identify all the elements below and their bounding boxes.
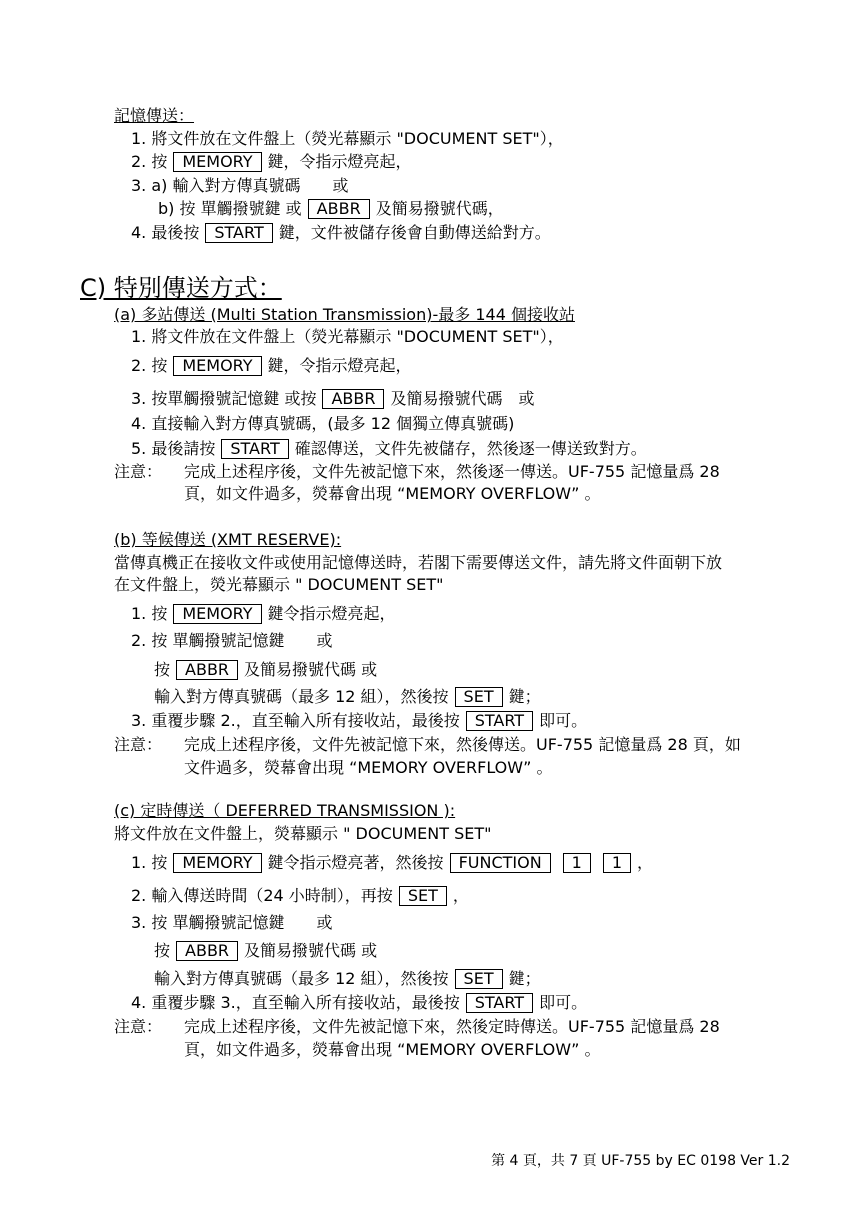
multi-note-line-2: 頁，如文件過多，熒幕會出現 “MEMORY OVERFLOW” 。 [184,484,601,503]
page-footer: 第 4 頁，共 7 頁 UF-755 by EC 0198 Ver 1.2 [491,1153,790,1169]
step-text: 3. 重覆步驟 2.，直至輸入所有接收站，最後按 [131,711,460,730]
step-text: 2. 按 [131,356,168,375]
deferred-step-3-input [154,969,541,989]
step-text: 1. 按 [131,604,168,623]
deferred-note-line-1: 完成上述程序後，文件先被記憶下來，然後定時傳送。UF-755 記憶量爲 28 [184,1017,720,1036]
deferred-note-label: 注意： [114,1017,163,1036]
reserve-note-line-1: 完成上述程序後，文件先被記憶下來，然後傳送。UF-755 記憶量爲 28 頁，如 [184,735,741,754]
reserve-note-label: 注意： [114,735,163,754]
set-key: SET [455,687,503,707]
reserve-step-2: 2. 按 單觸撥號記憶鍵 或 [131,631,333,650]
step-text: 鍵，令指示燈亮起， [267,152,412,171]
section-c-title: C) 特別傳送方式： [80,274,282,302]
abbr-key: ABBR [308,199,370,219]
memory-tx-step-2 [131,152,412,172]
step-text: 及簡易撥號代碼 或 [244,660,378,679]
multi-step-5 [131,439,647,459]
start-key: START [466,711,533,731]
memory-tx-step-3b [158,199,504,219]
step-text: 2. 按 [131,152,168,171]
reserve-intro-1: 當傳真機正在接收文件或使用記憶傳送時，若閣下需要傳送文件，請先將文件面朝下放 [114,553,723,572]
set-key: SET [399,886,447,906]
step-text: 即可。 [539,711,588,730]
memory-key: MEMORY [173,604,261,624]
multi-step-1: 1. 將文件放在文件盤上（熒光幕顯示 "DOCUMENT SET"）， [131,327,564,346]
step-text: 5. 最後請按 [131,439,216,458]
step-text: 1. 按 [131,853,168,872]
memory-tx-step-4 [131,223,551,243]
abbr-key: ABBR [322,389,384,409]
multi-step-3 [131,389,534,409]
deferred-step-3-or [154,941,377,961]
deferred-step-3: 3. 按 單觸撥號記憶鍵 或 [131,913,333,932]
digit-1-key: 1 [603,853,631,873]
deferred-step-4 [131,993,587,1013]
reserve-step-3 [131,711,587,731]
reserve-step-2-input [154,687,541,707]
start-key: START [466,993,533,1013]
memory-key: MEMORY [173,356,261,376]
abbr-key: ABBR [176,941,238,961]
step-text: 4. 重覆步驟 3.，直至輸入所有接收站，最後按 [131,993,460,1012]
step-text: 確認傳送，文件先被儲存，然後逐一傳送致對方。 [294,439,647,458]
reserve-step-1 [131,604,396,624]
deferred-step-2 [131,886,469,906]
memory-key: MEMORY [173,152,261,172]
memory-tx-step-3a: 3. a) 輸入對方傳真號碼 或 [131,176,349,195]
step-text: 按 [154,660,171,679]
memory-key: MEMORY [173,853,261,873]
multi-note-line-1: 完成上述程序後，文件先被記憶下來，然後逐一傳送。UF-755 記憶量爲 28 [184,462,720,481]
deferred-step-1 [131,853,653,873]
step-text: 鍵； [508,687,541,706]
step-text: ， [637,853,654,872]
multi-step-2 [131,356,412,376]
step-text: 按 [154,941,171,960]
step-text: 3. 按單觸撥號記憶鍵 或按 [131,389,317,408]
memory-tx-title: 記憶傳送： [114,106,195,125]
start-key: START [205,223,272,243]
step-text: 鍵令指示燈亮著，然後按 [267,853,444,872]
step-text: 及簡易撥號代碼 或 [390,389,535,408]
memory-tx-step-1: 1. 將文件放在文件盤上（熒光幕顯示 "DOCUMENT SET"）， [131,129,564,148]
deferred-intro: 將文件放在文件盤上，熒幕顯示 " DOCUMENT SET" [114,824,492,843]
reserve-step-2-or [154,660,377,680]
function-key: FUNCTION [450,853,551,873]
deferred-note-line-2: 頁，如文件過多，熒幕會出現 “MEMORY OVERFLOW” 。 [184,1040,601,1059]
step-text: 及簡易撥號代碼， [375,199,504,218]
reserve-heading: (b) 等候傳送 (XMT RESERVE): [114,530,342,549]
reserve-intro-2: 在文件盤上，熒光幕顯示 " DOCUMENT SET" [114,575,444,594]
multi-note-label: 注意： [114,462,163,481]
digit-1-key: 1 [563,853,591,873]
set-key: SET [455,969,503,989]
multi-heading: (a) 多站傳送 (Multi Station Transmission)-最多 144 個接收站 [114,305,575,324]
start-key: START [221,439,288,459]
step-text: ， [452,886,469,905]
step-text: 鍵，令指示燈亮起， [267,356,412,375]
deferred-heading: (c) 定時傳送（ DEFERRED TRANSMISSION ): [114,801,456,820]
step-text: 輸入對方傳真號碼（最多 12 組），然後按 [154,969,449,988]
step-text: 及簡易撥號代碼 或 [244,941,378,960]
step-text: 鍵； [508,969,541,988]
step-text: 鍵，文件被儲存後會自動傳送給對方。 [278,223,551,242]
step-text: 2. 輸入傳送時間（24 小時制），再按 [131,886,393,905]
step-text: 4. 最後按 [131,223,200,242]
step-text: 即可。 [539,993,588,1012]
reserve-note-line-2: 文件過多，熒幕會出現 “MEMORY OVERFLOW” 。 [184,758,553,777]
step-text: 輸入對方傳真號碼（最多 12 組），然後按 [154,687,449,706]
step-text: 鍵令指示燈亮起， [267,604,396,623]
abbr-key: ABBR [176,660,238,680]
step-text: b) 按 單觸撥號鍵 或 [158,199,302,218]
multi-step-4: 4. 直接輸入對方傳真號碼，(最多 12 個獨立傳真號碼) [131,414,515,433]
